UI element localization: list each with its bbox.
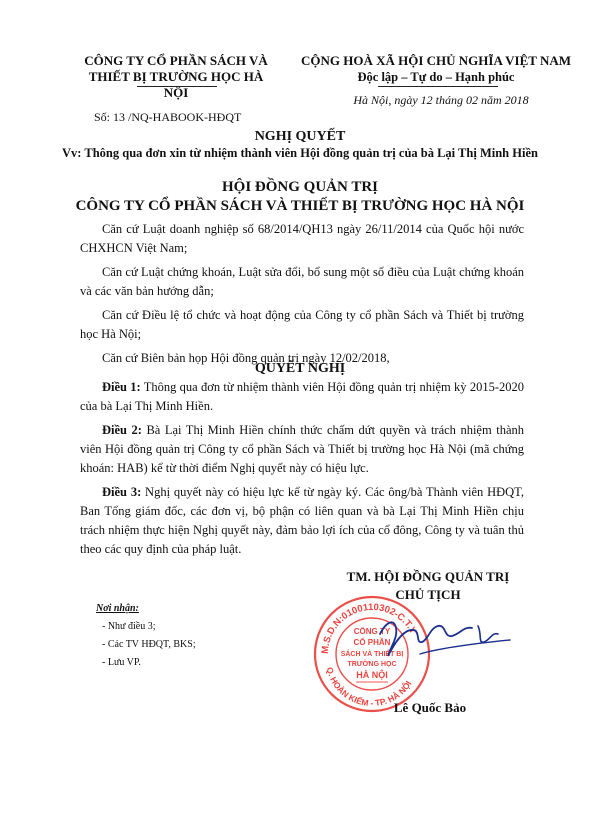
article-3-label: Điều 3: xyxy=(102,485,142,499)
ground-4: Căn cứ Biên bản họp Hội đồng quản trị ngày 12/02/2018, xyxy=(102,351,390,365)
ground-1: Căn cứ Luật doanh nghiệp số 68/2014/QH13 ngày 26/11/2014 của Quốc hội nước CHXHCN Việt Nam; xyxy=(80,222,524,255)
article-2 xyxy=(80,421,524,478)
issuer-name-line1: CÔNG TY CỔ PHẦN SÁCH VÀ xyxy=(84,53,268,68)
article-3-text: Nghị quyết này có hiệu lực kể từ ngày ký. Các ông/bà Thành viên HĐQT, Ban Tổng giám đốc, các đơn vị, bộ phận có liên quan và bà Lại Thị Minh Hiền chịu trách nhiệm thực hiện Nghị quyết này, đảm bảo lợi ích của cổ đông, Công ty và tuân thủ theo các quy định của pháp luật. xyxy=(80,485,524,556)
on-behalf-of: TM. HỘI ĐỒNG QUẢN TRỊ xyxy=(346,569,510,584)
board-heading-line1: HỘI ĐỒNG QUẢN TRỊ xyxy=(222,179,378,195)
article-3 xyxy=(80,483,524,559)
seal-inner-line3: SÁCH VÀ THIẾT BỊ xyxy=(340,651,404,658)
motto-underline xyxy=(378,86,498,87)
recipient-item: - Lưu VP. xyxy=(102,657,141,668)
signer-position: CHỦ TỊCH xyxy=(395,587,461,602)
seal-ring-text-bottom: Q. HOÀN KIẾM - TP. HÀ NỘI xyxy=(324,666,414,708)
article-1-text: Thông qua đơn từ nhiệm thành viên Hội đồng quản trị nhiệm kỳ 2015-2020 của bà Lại Thị Minh Hiền. xyxy=(80,380,524,413)
article-2-label: Điều 2: xyxy=(102,423,142,437)
recipients-label: Nơi nhận: xyxy=(96,603,139,614)
issuer-name-line2: THIẾT BỊ TRƯỜNG HỌC HÀ NỘI xyxy=(88,69,264,100)
legal-grounds xyxy=(80,220,524,373)
document-subject: Vv: Thông qua đơn xin từ nhiệm thành viên Hội đồng quản trị của bà Lại Thị Minh Hiền xyxy=(62,146,538,160)
national-motto: Độc lập – Tự do – Hạnh phúc xyxy=(357,70,515,84)
article-2-text: Bà Lại Thị Minh Hiền chính thức chấm dứt quyền và trách nhiệm thành viên Hội đồng quản trị Công ty cổ phần Sách và Thiết bị trường học Hà Nội (mã chứng khoán: HAB) kể từ thời điểm Nghị quyết này có hiệu lực. xyxy=(80,423,524,475)
article-1 xyxy=(80,378,524,416)
board-heading xyxy=(40,178,560,216)
national-header xyxy=(286,53,586,108)
article-1-label: Điều 1: xyxy=(102,380,141,394)
place-date: Hà Nội, ngày 12 tháng 02 năm 2018 xyxy=(353,93,529,107)
recipients xyxy=(96,600,296,672)
articles xyxy=(80,378,524,564)
seal-inner-line5: HÀ NỘI xyxy=(356,670,388,680)
seal-ring-text: M.S.D.N:0100110302-C.T.Y xyxy=(319,601,419,655)
recipient-item: - Như điều 3; xyxy=(102,621,156,632)
board-heading-line2: CÔNG TY CỔ PHẦN SÁCH VÀ THIẾT BỊ TRƯỜNG HỌC HÀ NỘI xyxy=(75,198,525,214)
seal-inner-line2: CỔ PHẦN xyxy=(353,638,391,647)
issuer-underline xyxy=(137,86,217,87)
decision-title: QUYẾT NGHỊ xyxy=(254,361,346,376)
nation-name: CỘNG HOÀ XÃ HỘI CHỦ NGHĨA VIỆT NAM xyxy=(300,53,572,68)
seal-inner-line4: TRƯỜNG HỌC xyxy=(347,661,397,668)
seal-inner-line1: CÔNG TY xyxy=(353,627,391,636)
ground-3: Căn cứ Điều lệ tổ chức và hoạt động của Công ty cổ phần Sách và Thiết bị trường học Hà Nội; xyxy=(80,308,524,341)
recipient-item: - Các TV HĐQT, BKS; xyxy=(102,639,196,650)
signer-name: Lê Quốc Bảo xyxy=(393,700,467,715)
handwritten-signature xyxy=(360,604,540,674)
ground-2: Căn cứ Luật chứng khoán, Luật sửa đổi, bổ sung một số điều của Luật chứng khoán và các văn bản hướng dẫn; xyxy=(80,265,524,298)
issuer-block xyxy=(78,53,274,125)
document-type: NGHỊ QUYẾT xyxy=(254,129,346,144)
document-number: Số: 13 /NQ-HABOOK-HĐQT xyxy=(94,110,242,124)
